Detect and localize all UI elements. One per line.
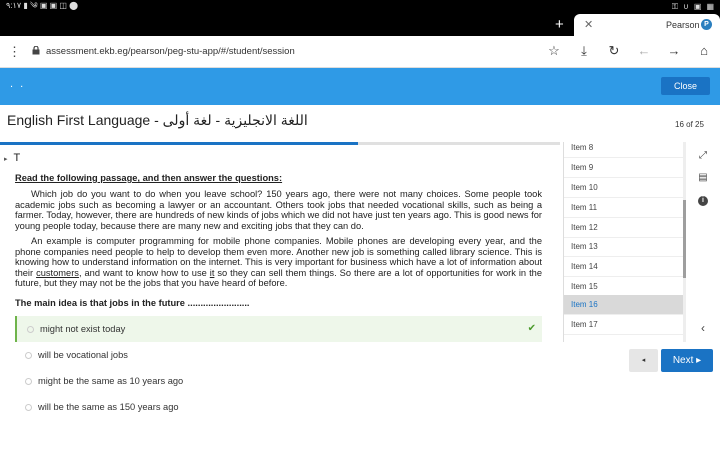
star-icon[interactable]: ☆ (548, 43, 560, 58)
tab-title: Pearson (666, 20, 700, 30)
expand-icon[interactable]: ⤢ (699, 150, 707, 161)
answer-option[interactable] (15, 368, 542, 394)
nav-item-15[interactable]: Item 15 (564, 277, 684, 297)
tool-column (686, 142, 720, 342)
browser-tab[interactable] (574, 14, 720, 36)
option-label: might not exist today (40, 324, 126, 334)
download-icon[interactable]: ⤓ (581, 43, 587, 58)
answer-option[interactable] (15, 342, 542, 368)
forward-icon[interactable]: → (667, 43, 681, 58)
key-icon: ⚿ (671, 2, 679, 11)
question-stem: The main idea is that jobs in the future ........................ (15, 298, 250, 308)
passage-paragraph-1: Which job do you want to do when you leave school? 150 years ago, there were not many choices. Some people took academic jobs such as becoming a lawyer or an accountant. Others took jobs that needed vocational skills, such as being a farmer. Today, however, there are hundreds of new kinds of jobs which we did not have just ten years ago. This is good news for young people today, because there are many new and exciting jobs that they can do. (15, 189, 542, 231)
nav-item-13[interactable]: Item 13 (564, 237, 684, 257)
checkmark-icon: ✔ (527, 323, 536, 334)
course-title: English First Language - اللغة الانجليزية - لغة أولى (7, 112, 308, 128)
kebab-menu-icon[interactable]: ⋮ (8, 44, 21, 59)
reload-icon[interactable]: ↻ (608, 43, 620, 58)
question-marker[interactable] (4, 152, 20, 164)
option-label: will be the same as 150 years ago (38, 402, 179, 412)
close-tab-icon[interactable]: ✕ (584, 19, 594, 31)
lock-icon (32, 46, 40, 55)
headset-icon: ∪ (683, 2, 689, 11)
radio-icon[interactable] (25, 378, 32, 385)
url-field[interactable]: assessment.ekb.eg/pearson/peg-stu-app/#/student/session (46, 46, 295, 57)
option-label: might be the same as 10 years ago (38, 376, 184, 386)
new-tab-icon[interactable]: + (555, 16, 564, 33)
photo-icon: ▣ (693, 2, 702, 11)
nav-item-14[interactable]: Item 14 (564, 257, 684, 277)
back-icon[interactable]: ← (637, 43, 651, 58)
close-button[interactable]: Close (661, 77, 710, 95)
pearson-favicon-icon: P (701, 19, 712, 30)
question-panel (0, 146, 560, 450)
info-icon[interactable]: i (695, 192, 711, 208)
option-label: will be vocational jobs (38, 350, 128, 360)
caret-right-icon: ▸ (4, 156, 8, 163)
underlined-word-customers: customers (36, 267, 79, 278)
nav-item-8[interactable]: Item 8 (564, 138, 684, 158)
tab-strip (0, 14, 720, 36)
status-bar-right (672, 2, 714, 12)
address-bar (0, 36, 720, 68)
radio-icon[interactable] (25, 404, 32, 411)
instruction: Read the following passage, and then answer the questions: (15, 173, 283, 183)
item-navigator (563, 142, 683, 342)
status-bar-left: ٩:١٧ ▮ ༄ ▣ ▣ ◫ ⬤ (6, 0, 79, 10)
passage-text: , and want to know how to use (78, 267, 210, 278)
next-button[interactable]: Next ▸ (661, 349, 713, 372)
grid-icon: ▦ (706, 2, 714, 11)
passage-text: An example is computer programming for mobile phone companies. Mobile phones are developing every year, and the phone companies need people to help to develop them even more. Another new job is something called library science. This is knowing how to understand information on the internet. This is very important for business which have a lot of information about their (15, 236, 542, 278)
marker-label: T (13, 152, 21, 164)
answer-option[interactable] (15, 316, 542, 342)
collapse-icon[interactable]: ‹ (701, 321, 705, 335)
underlined-word-it: it (209, 267, 215, 278)
passage-text: so they can sell them things. So there are a lot of opportunities for work in the future, but they may not be the jobs that you have heard of before. (15, 267, 542, 289)
nav-item-10[interactable]: Item 10 (564, 178, 684, 198)
browser-toolbar (546, 43, 712, 59)
header-dots: . . (10, 78, 26, 90)
status-bar (0, 0, 720, 14)
nav-item-9[interactable]: Item 9 (564, 158, 684, 178)
radio-icon[interactable] (27, 326, 34, 333)
page-count: 16 of 25 (675, 120, 704, 129)
home-icon[interactable]: ⌂ (700, 43, 708, 58)
nav-item-11[interactable]: Item 11 (564, 198, 684, 218)
answer-option[interactable] (15, 394, 542, 420)
nav-item-12[interactable]: Item 12 (564, 218, 684, 238)
calculator-icon[interactable]: ▤ (698, 172, 708, 183)
radio-icon[interactable] (25, 352, 32, 359)
previous-button[interactable]: ◂ (629, 349, 658, 372)
nav-item-17[interactable]: Item 17 (564, 315, 684, 335)
nav-item-16[interactable]: Item 16 (564, 295, 684, 315)
passage-paragraph-2 (15, 236, 542, 289)
progress-bar (0, 142, 358, 145)
app-header (0, 68, 720, 105)
